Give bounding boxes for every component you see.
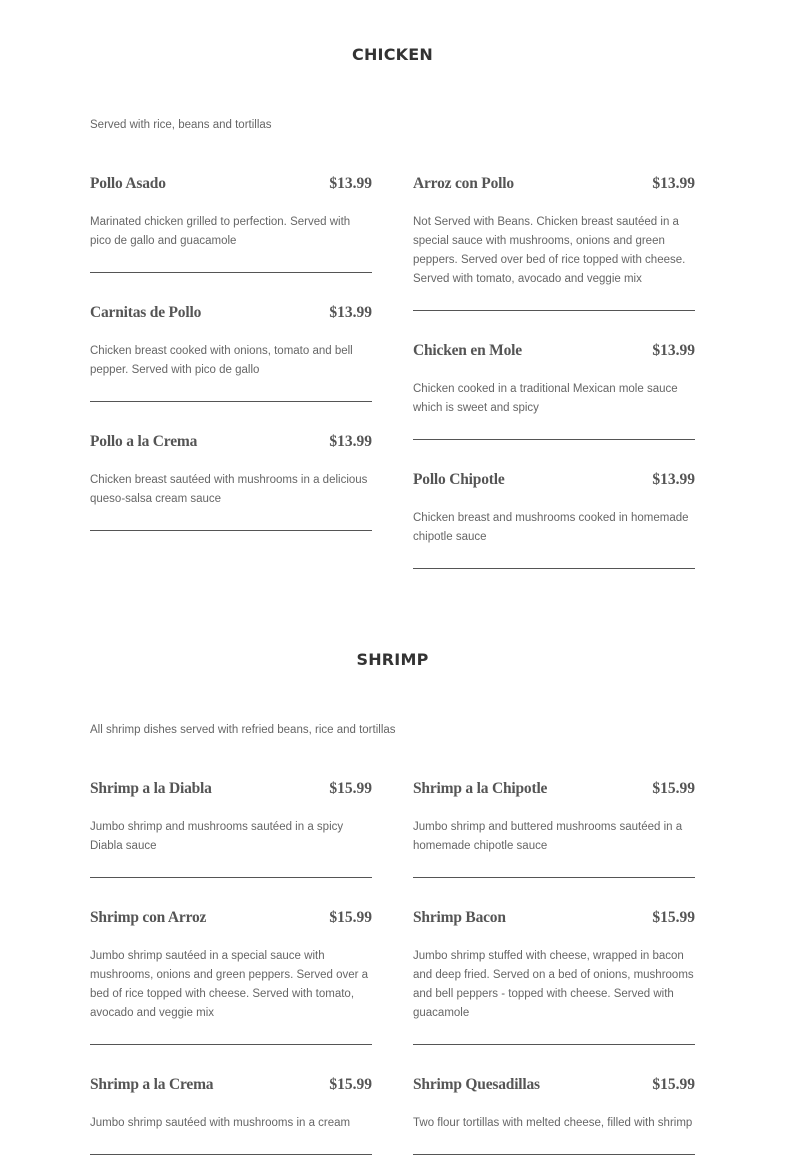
item-description: Jumbo shrimp sautéed with mushrooms in a cream	[90, 1117, 351, 1129]
item-description: Jumbo shrimp sautéed in a special sauce with mushrooms, onions and green peppers. Served over a bed of rice topped with cheese. Served with tomato, avocado and veggie mix	[90, 950, 369, 1019]
item-name: Shrimp a la Crema	[90, 1076, 214, 1093]
item-price: $13.99	[329, 433, 372, 450]
item-price: $13.99	[329, 304, 372, 321]
item-name: Shrimp Quesadillas	[413, 1076, 540, 1093]
menu-item	[413, 175, 695, 311]
menu-item	[90, 909, 372, 1045]
item-price: $13.99	[329, 175, 372, 192]
item-name: Chicken en Mole	[413, 342, 522, 359]
item-price: $15.99	[329, 909, 372, 926]
menu-item	[413, 909, 695, 1045]
item-name: Shrimp a la Chipotle	[413, 780, 548, 797]
item-name: Pollo a la Crema	[90, 433, 198, 450]
item-description: Jumbo shrimp stuffed with cheese, wrapped in bacon and deep fried. Served on a bed of onions, mushrooms and bell peppers - topped with cheese. Served with guacamole	[413, 950, 694, 1019]
item-name: Shrimp con Arroz	[90, 909, 207, 926]
menu-item	[413, 780, 695, 878]
section-note-chicken: Served with rice, beans and tortillas	[90, 119, 272, 131]
item-description: Jumbo shrimp and mushrooms sautéed in a spicy Diabla sauce	[90, 821, 344, 852]
menu-item	[90, 433, 372, 531]
item-price: $13.99	[652, 471, 695, 488]
item-price: $15.99	[329, 1076, 372, 1093]
item-name: Pollo Chipotle	[413, 471, 505, 488]
menu-item	[90, 1076, 372, 1155]
item-price: $13.99	[652, 175, 695, 192]
menu-item	[413, 342, 695, 440]
item-description: Jumbo shrimp and buttered mushrooms sautéed in a homemade chipotle sauce	[413, 821, 683, 852]
item-name: Shrimp a la Diabla	[90, 780, 212, 797]
item-description: Chicken breast sautéed with mushrooms in a delicious queso-salsa cream sauce	[90, 474, 368, 505]
item-description: Chicken breast and mushrooms cooked in homemade chipotle sauce	[413, 512, 689, 543]
item-name: Arroz con Pollo	[413, 175, 514, 192]
menu-item	[413, 1076, 695, 1155]
menu-item	[90, 304, 372, 402]
item-price: $15.99	[329, 780, 372, 797]
menu-item	[90, 780, 372, 878]
item-name: Shrimp Bacon	[413, 909, 506, 926]
item-name: Carnitas de Pollo	[90, 304, 202, 321]
item-description: Chicken breast cooked with onions, tomato and bell pepper. Served with pico de gallo	[90, 345, 353, 376]
item-description: Marinated chicken grilled to perfection. Served with pico de gallo and guacamole	[90, 216, 351, 247]
item-price: $15.99	[652, 909, 695, 926]
item-price: $15.99	[652, 780, 695, 797]
menu-item	[413, 471, 695, 569]
item-description: Not Served with Beans. Chicken breast sautéed in a special sauce with mushrooms, onions and green peppers. Served over bed of rice topped with cheese. Served with tomato, avocado and veggie mix	[413, 216, 686, 285]
menu-item	[90, 175, 372, 273]
item-description: Chicken cooked in a traditional Mexican mole sauce which is sweet and spicy	[413, 383, 678, 414]
item-name: Pollo Asado	[90, 175, 166, 192]
section-title-chicken: CHICKEN	[352, 45, 433, 64]
section-title-shrimp: SHRIMP	[356, 650, 429, 669]
section-note-shrimp: All shrimp dishes served with refried beans, rice and tortillas	[90, 724, 396, 736]
item-price: $13.99	[652, 342, 695, 359]
item-description: Two flour tortillas with melted cheese, filled with shrimp	[413, 1117, 693, 1129]
item-price: $15.99	[652, 1076, 695, 1093]
